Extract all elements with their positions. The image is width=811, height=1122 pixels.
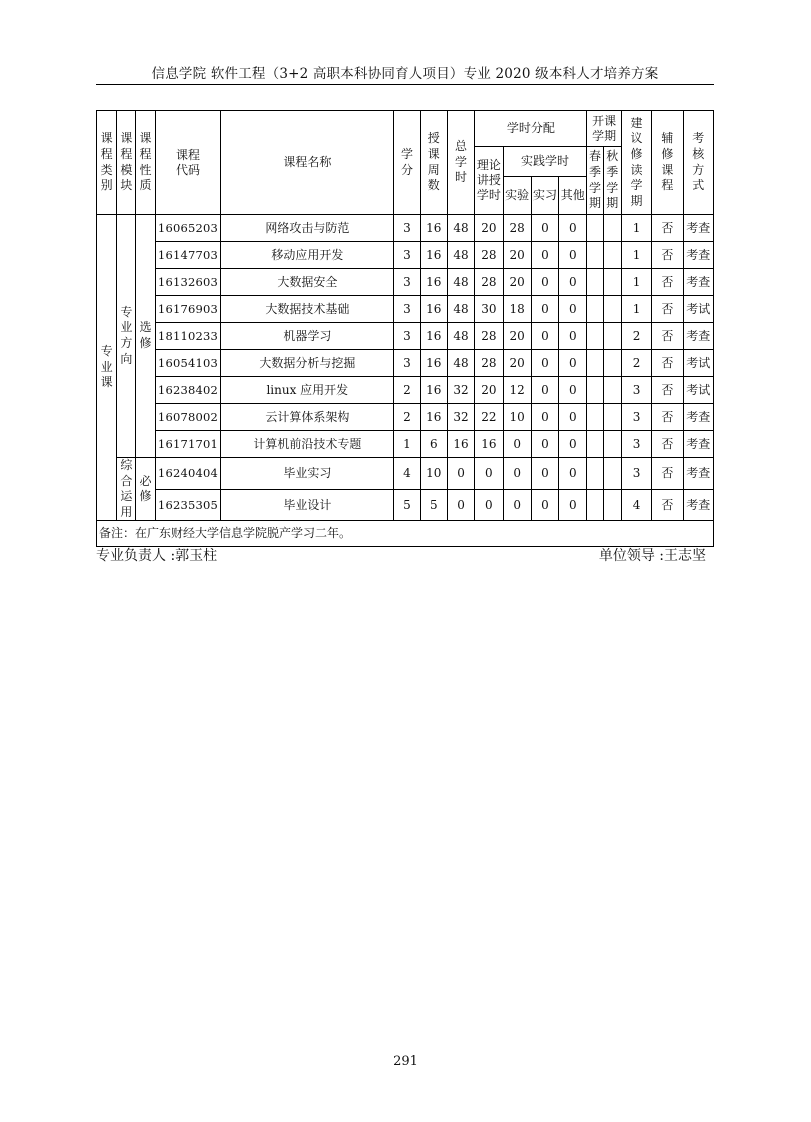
course-exam: 考查 bbox=[683, 215, 713, 242]
course-suggested: 1 bbox=[621, 242, 651, 269]
table-row bbox=[97, 242, 714, 269]
course-name: 网络攻击与防范 bbox=[221, 215, 394, 242]
course-minor: 否 bbox=[652, 377, 683, 404]
course-lab: 20 bbox=[503, 350, 531, 377]
course-total: 0 bbox=[447, 458, 474, 490]
table-row bbox=[97, 404, 714, 431]
course-intern: 0 bbox=[531, 323, 558, 350]
header-practice: 实践学时 bbox=[503, 147, 587, 177]
course-total: 0 bbox=[447, 489, 474, 521]
course-other: 0 bbox=[559, 377, 587, 404]
course-theory: 28 bbox=[475, 350, 503, 377]
course-total: 48 bbox=[447, 296, 474, 323]
course-autumn bbox=[603, 377, 621, 404]
course-suggested: 1 bbox=[621, 296, 651, 323]
course-name: 大数据技术基础 bbox=[221, 296, 394, 323]
header-minor: 辅修课程 bbox=[652, 111, 683, 215]
table-row bbox=[97, 431, 714, 458]
course-code: 16238402 bbox=[155, 377, 221, 404]
course-theory: 22 bbox=[475, 404, 503, 431]
table-row bbox=[97, 323, 714, 350]
header-weeks: 授课周数 bbox=[420, 111, 447, 215]
course-code: 16176903 bbox=[155, 296, 221, 323]
course-weeks: 6 bbox=[420, 431, 447, 458]
course-autumn bbox=[603, 350, 621, 377]
course-spring bbox=[587, 242, 603, 269]
course-exam: 考查 bbox=[683, 242, 713, 269]
page-header: 信息学院 软件工程（3+2 高职本科协同育人项目）专业 2020 级本科人才培养方案 bbox=[151, 66, 659, 82]
course-other: 0 bbox=[559, 296, 587, 323]
course-name: 移动应用开发 bbox=[221, 242, 394, 269]
course-total: 48 bbox=[447, 269, 474, 296]
course-lab: 20 bbox=[503, 242, 531, 269]
course-exam: 考试 bbox=[683, 350, 713, 377]
course-name: 计算机前沿技术专题 bbox=[221, 431, 394, 458]
course-exam: 考试 bbox=[683, 377, 713, 404]
course-suggested: 3 bbox=[621, 404, 651, 431]
course-suggested: 3 bbox=[621, 431, 651, 458]
course-intern: 0 bbox=[531, 489, 558, 521]
table-row bbox=[97, 215, 714, 242]
course-credit: 3 bbox=[394, 269, 420, 296]
header-theory: 理论讲授学时 bbox=[475, 147, 503, 215]
table-row bbox=[97, 377, 714, 404]
course-code: 18110233 bbox=[155, 323, 221, 350]
course-intern: 0 bbox=[531, 242, 558, 269]
header-name: 课程名称 bbox=[221, 111, 394, 215]
category-cell: 专业课 bbox=[97, 215, 117, 521]
course-minor: 否 bbox=[652, 296, 683, 323]
course-spring bbox=[587, 323, 603, 350]
course-other: 0 bbox=[559, 242, 587, 269]
course-exam: 考查 bbox=[683, 404, 713, 431]
course-exam: 考查 bbox=[683, 458, 713, 490]
course-spring bbox=[587, 215, 603, 242]
course-minor: 否 bbox=[652, 215, 683, 242]
course-lab: 0 bbox=[503, 489, 531, 521]
course-total: 32 bbox=[447, 404, 474, 431]
course-other: 0 bbox=[559, 431, 587, 458]
course-credit: 5 bbox=[394, 489, 420, 521]
course-lab: 20 bbox=[503, 323, 531, 350]
course-name: 大数据安全 bbox=[221, 269, 394, 296]
header-code: 课程代码 bbox=[155, 111, 221, 215]
course-weeks: 16 bbox=[420, 377, 447, 404]
course-autumn bbox=[603, 458, 621, 490]
course-weeks: 10 bbox=[420, 458, 447, 490]
course-intern: 0 bbox=[531, 296, 558, 323]
course-total: 48 bbox=[447, 323, 474, 350]
course-credit: 2 bbox=[394, 377, 420, 404]
course-spring bbox=[587, 489, 603, 521]
course-theory: 16 bbox=[475, 431, 503, 458]
course-weeks: 5 bbox=[420, 489, 447, 521]
table-row bbox=[97, 350, 714, 377]
course-theory: 28 bbox=[475, 323, 503, 350]
header-category: 课程类别 bbox=[97, 111, 117, 215]
header-exam: 考核方式 bbox=[683, 111, 713, 215]
course-autumn bbox=[603, 215, 621, 242]
module-comprehensive-cell: 综合运用 bbox=[117, 458, 136, 521]
course-total: 32 bbox=[447, 377, 474, 404]
course-code: 16171701 bbox=[155, 431, 221, 458]
course-credit: 1 bbox=[394, 431, 420, 458]
course-intern: 0 bbox=[531, 431, 558, 458]
course-weeks: 16 bbox=[420, 323, 447, 350]
course-intern: 0 bbox=[531, 377, 558, 404]
nature-required-cell: 必修 bbox=[136, 458, 155, 521]
header-spring: 春季学期 bbox=[587, 147, 603, 215]
course-suggested: 3 bbox=[621, 377, 651, 404]
course-other: 0 bbox=[559, 350, 587, 377]
course-lab: 20 bbox=[503, 269, 531, 296]
course-code: 16065203 bbox=[155, 215, 221, 242]
course-theory: 28 bbox=[475, 242, 503, 269]
course-intern: 0 bbox=[531, 350, 558, 377]
course-lab: 12 bbox=[503, 377, 531, 404]
module-direction-cell: 专业方向 bbox=[117, 215, 136, 458]
note-row bbox=[97, 521, 714, 547]
course-total: 48 bbox=[447, 215, 474, 242]
course-theory: 0 bbox=[475, 458, 503, 490]
course-code: 16240404 bbox=[155, 458, 221, 490]
course-credit: 3 bbox=[394, 242, 420, 269]
course-credit: 3 bbox=[394, 215, 420, 242]
course-minor: 否 bbox=[652, 242, 683, 269]
course-other: 0 bbox=[559, 215, 587, 242]
course-spring bbox=[587, 269, 603, 296]
curriculum-table bbox=[96, 110, 714, 547]
course-autumn bbox=[603, 404, 621, 431]
header-intern: 实习 bbox=[531, 177, 558, 215]
course-intern: 0 bbox=[531, 404, 558, 431]
page-number: 291 bbox=[393, 1054, 418, 1069]
course-weeks: 16 bbox=[420, 242, 447, 269]
course-spring bbox=[587, 431, 603, 458]
course-credit: 3 bbox=[394, 296, 420, 323]
course-suggested: 2 bbox=[621, 323, 651, 350]
course-suggested: 4 bbox=[621, 489, 651, 521]
course-credit: 3 bbox=[394, 323, 420, 350]
note-text: 备注：在广东财经大学信息学院脱产学习二年。 bbox=[97, 521, 714, 547]
course-lab: 18 bbox=[503, 296, 531, 323]
header-credit: 学分 bbox=[394, 111, 420, 215]
course-minor: 否 bbox=[652, 404, 683, 431]
header-suggested-term: 建议修读学期 bbox=[621, 111, 651, 215]
course-theory: 0 bbox=[475, 489, 503, 521]
nature-elective-cell: 选修 bbox=[136, 215, 155, 458]
course-lab: 28 bbox=[503, 215, 531, 242]
course-weeks: 16 bbox=[420, 350, 447, 377]
course-spring bbox=[587, 350, 603, 377]
course-exam: 考查 bbox=[683, 323, 713, 350]
header-autumn: 秋季学期 bbox=[603, 147, 621, 215]
course-minor: 否 bbox=[652, 489, 683, 521]
course-minor: 否 bbox=[652, 431, 683, 458]
course-intern: 0 bbox=[531, 215, 558, 242]
course-autumn bbox=[603, 323, 621, 350]
header-rule bbox=[96, 84, 714, 85]
course-other: 0 bbox=[559, 323, 587, 350]
course-credit: 3 bbox=[394, 350, 420, 377]
header-total-hours: 总学时 bbox=[447, 111, 474, 215]
course-code: 16078002 bbox=[155, 404, 221, 431]
course-minor: 否 bbox=[652, 269, 683, 296]
course-exam: 考查 bbox=[683, 489, 713, 521]
course-credit: 4 bbox=[394, 458, 420, 490]
course-intern: 0 bbox=[531, 458, 558, 490]
course-minor: 否 bbox=[652, 323, 683, 350]
course-total: 48 bbox=[447, 350, 474, 377]
course-spring bbox=[587, 377, 603, 404]
course-exam: 考查 bbox=[683, 269, 713, 296]
course-autumn bbox=[603, 296, 621, 323]
header-lab: 实验 bbox=[503, 177, 531, 215]
course-lab: 0 bbox=[503, 431, 531, 458]
course-weeks: 16 bbox=[420, 215, 447, 242]
course-autumn bbox=[603, 489, 621, 521]
course-spring bbox=[587, 458, 603, 490]
course-name: linux 应用开发 bbox=[221, 377, 394, 404]
course-autumn bbox=[603, 242, 621, 269]
course-other: 0 bbox=[559, 269, 587, 296]
header-module: 课程模块 bbox=[117, 111, 136, 215]
table-row bbox=[97, 269, 714, 296]
course-credit: 2 bbox=[394, 404, 420, 431]
course-theory: 20 bbox=[475, 215, 503, 242]
course-other: 0 bbox=[559, 489, 587, 521]
course-spring bbox=[587, 296, 603, 323]
course-other: 0 bbox=[559, 458, 587, 490]
header-term: 开课学期 bbox=[587, 111, 621, 147]
course-intern: 0 bbox=[531, 269, 558, 296]
course-lab: 10 bbox=[503, 404, 531, 431]
header-hours-distribution: 学时分配 bbox=[475, 111, 587, 147]
major-director-signature: 专业负责人 :郭玉柱 bbox=[96, 548, 218, 564]
course-suggested: 1 bbox=[621, 215, 651, 242]
course-code: 16132603 bbox=[155, 269, 221, 296]
course-suggested: 1 bbox=[621, 269, 651, 296]
course-suggested: 3 bbox=[621, 458, 651, 490]
table-row bbox=[97, 296, 714, 323]
course-code: 16235305 bbox=[155, 489, 221, 521]
course-weeks: 16 bbox=[420, 269, 447, 296]
course-weeks: 16 bbox=[420, 404, 447, 431]
course-exam: 考试 bbox=[683, 296, 713, 323]
course-other: 0 bbox=[559, 404, 587, 431]
course-theory: 28 bbox=[475, 269, 503, 296]
course-total: 16 bbox=[447, 431, 474, 458]
course-code: 16147703 bbox=[155, 242, 221, 269]
unit-leader-signature: 单位领导 :王志坚 bbox=[598, 548, 706, 564]
course-theory: 20 bbox=[475, 377, 503, 404]
course-autumn bbox=[603, 269, 621, 296]
course-exam: 考查 bbox=[683, 431, 713, 458]
table-row bbox=[97, 489, 714, 521]
course-minor: 否 bbox=[652, 350, 683, 377]
course-name: 毕业设计 bbox=[221, 489, 394, 521]
table-row bbox=[97, 458, 714, 490]
course-name: 大数据分析与挖掘 bbox=[221, 350, 394, 377]
course-code: 16054103 bbox=[155, 350, 221, 377]
course-autumn bbox=[603, 431, 621, 458]
course-total: 48 bbox=[447, 242, 474, 269]
header-nature: 课程性质 bbox=[136, 111, 155, 215]
course-name: 机器学习 bbox=[221, 323, 394, 350]
course-name: 毕业实习 bbox=[221, 458, 394, 490]
course-weeks: 16 bbox=[420, 296, 447, 323]
course-lab: 0 bbox=[503, 458, 531, 490]
course-theory: 30 bbox=[475, 296, 503, 323]
header-other: 其他 bbox=[559, 177, 587, 215]
course-minor: 否 bbox=[652, 458, 683, 490]
course-suggested: 2 bbox=[621, 350, 651, 377]
course-spring bbox=[587, 404, 603, 431]
course-name: 云计算体系架构 bbox=[221, 404, 394, 431]
